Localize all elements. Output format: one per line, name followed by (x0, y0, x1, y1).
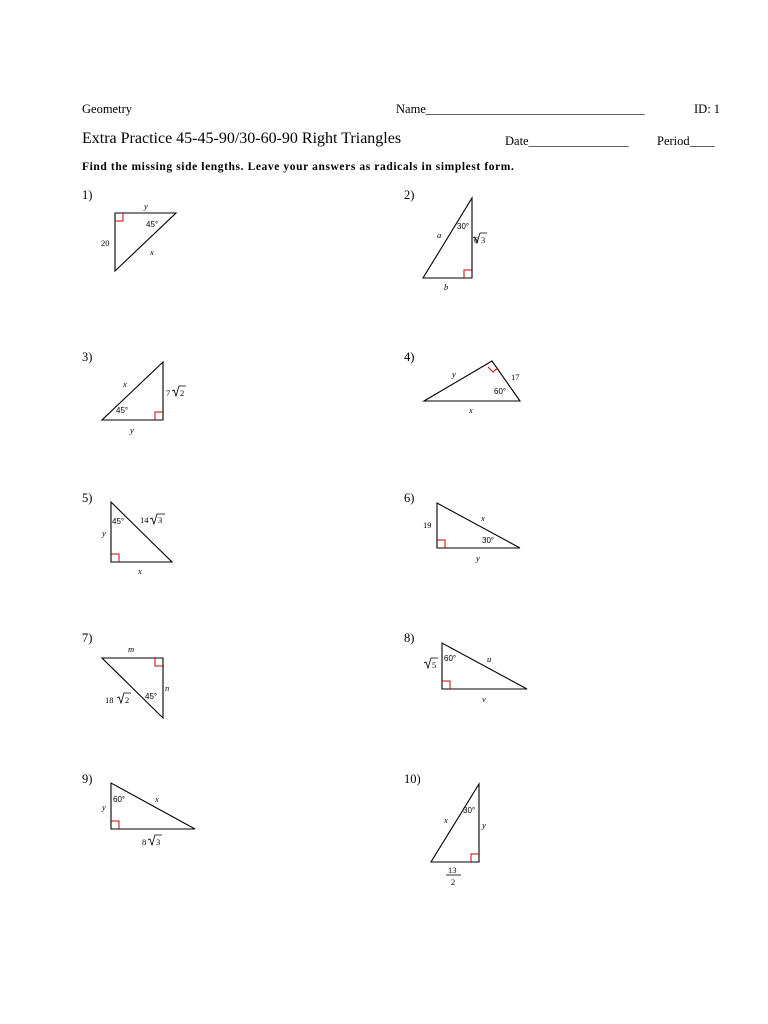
label-5-hyp-coef: 14 (140, 515, 149, 525)
label-9-bottom-rad: 3 (156, 837, 161, 847)
problem-number-3: 3) (82, 350, 93, 364)
label-9-bottom-coef: 8 (142, 837, 147, 847)
instructions: Find the missing side lengths. Leave your answers as radicals in simplest form. (82, 161, 515, 173)
label-9-left: y (102, 802, 106, 812)
triangle-10 (431, 784, 479, 862)
label-8-bottom: v (482, 694, 486, 704)
problem-number-4: 4) (404, 350, 415, 364)
label-9-hyp: x (155, 794, 159, 804)
problem-number-1: 1) (82, 188, 93, 202)
right-angle-marker-10 (471, 854, 479, 862)
worksheet-title: Extra Practice 45-45-90/30-60-90 Right Triangles (82, 130, 402, 147)
label-8-left-rad: 5 (432, 660, 437, 670)
label-4-right: 17 (511, 372, 520, 382)
period-field-label: Period____ (657, 134, 715, 148)
angle-label-8: 60° (444, 654, 457, 663)
name-field-label: Name___________________________________ (396, 102, 645, 116)
label-6-bottom: y (476, 553, 480, 563)
angle-label-1: 45° (146, 220, 159, 229)
label-7-hyp-rad: 2 (125, 695, 130, 705)
label-10-right: y (482, 820, 486, 830)
right-angle-marker-8 (442, 681, 450, 689)
angle-label-10: 30° (463, 806, 476, 815)
label-3-bottom: y (130, 425, 134, 435)
problem-number-2: 2) (404, 188, 415, 202)
triangle-3 (102, 362, 163, 420)
label-3-hyp: x (123, 379, 127, 389)
label-7-hyp-coef: 18 (105, 695, 114, 705)
label-1-top: y (144, 201, 148, 211)
triangle-9 (111, 783, 195, 829)
label-3-right-coef: 7 (166, 388, 171, 398)
label-10-bottom-num: 13 (448, 865, 457, 875)
label-2-bottom: b (444, 282, 449, 292)
label-4-bottom: x (469, 405, 473, 415)
right-angle-marker-2 (464, 270, 472, 278)
problem-number-8: 8) (404, 631, 415, 645)
label-3-right-rad: 2 (180, 388, 185, 398)
id-label: ID: 1 (694, 102, 721, 116)
label-1-left: 20 (101, 238, 110, 248)
triangle-7 (102, 658, 163, 718)
right-angle-marker-9 (111, 821, 119, 829)
angle-label-9: 60° (113, 795, 126, 804)
label-8-hyp: u (487, 654, 492, 664)
label-5-left: y (102, 528, 106, 538)
label-7-top: m (128, 644, 135, 654)
label-6-left: 19 (423, 520, 432, 530)
label-1-hyp: x (150, 247, 154, 257)
angle-label-4: 60° (494, 387, 507, 396)
angle-label-5: 45° (112, 517, 125, 526)
label-10-hyp: x (444, 815, 448, 825)
label-5-bottom: x (138, 566, 142, 576)
problem-number-10: 10) (404, 772, 421, 786)
label-7-right: n (165, 683, 170, 693)
triangle-5 (111, 502, 172, 562)
angle-label-6: 30° (482, 536, 495, 545)
triangle-2 (423, 198, 472, 278)
problem-number-9: 9) (82, 772, 93, 786)
problem-number-6: 6) (404, 491, 415, 505)
date-field-label: Date________________ (505, 134, 629, 148)
label-2-hyp: a (437, 230, 442, 240)
label-10-bottom-den: 2 (451, 877, 456, 887)
label-6-hyp: x (481, 513, 485, 523)
label-4-left: y (452, 369, 456, 379)
angle-label-3: 45° (116, 406, 129, 415)
angle-label-7: 45° (145, 692, 158, 701)
right-angle-marker-3 (155, 412, 163, 420)
label-2-right-coef: 6 (474, 235, 479, 245)
subject-label: Geometry (82, 102, 132, 116)
angle-label-2: 30° (457, 222, 470, 231)
label-5-hyp-rad: 3 (158, 515, 163, 525)
right-angle-marker-1 (115, 213, 123, 221)
right-angle-marker-6 (437, 540, 445, 548)
triangle-8 (442, 643, 527, 689)
problem-number-7: 7) (82, 631, 93, 645)
right-angle-marker-7 (155, 658, 163, 666)
label-2-right-rad: 3 (481, 235, 486, 245)
problem-number-5: 5) (82, 491, 93, 505)
triangle-6 (437, 503, 520, 548)
right-angle-marker-5 (111, 554, 119, 562)
